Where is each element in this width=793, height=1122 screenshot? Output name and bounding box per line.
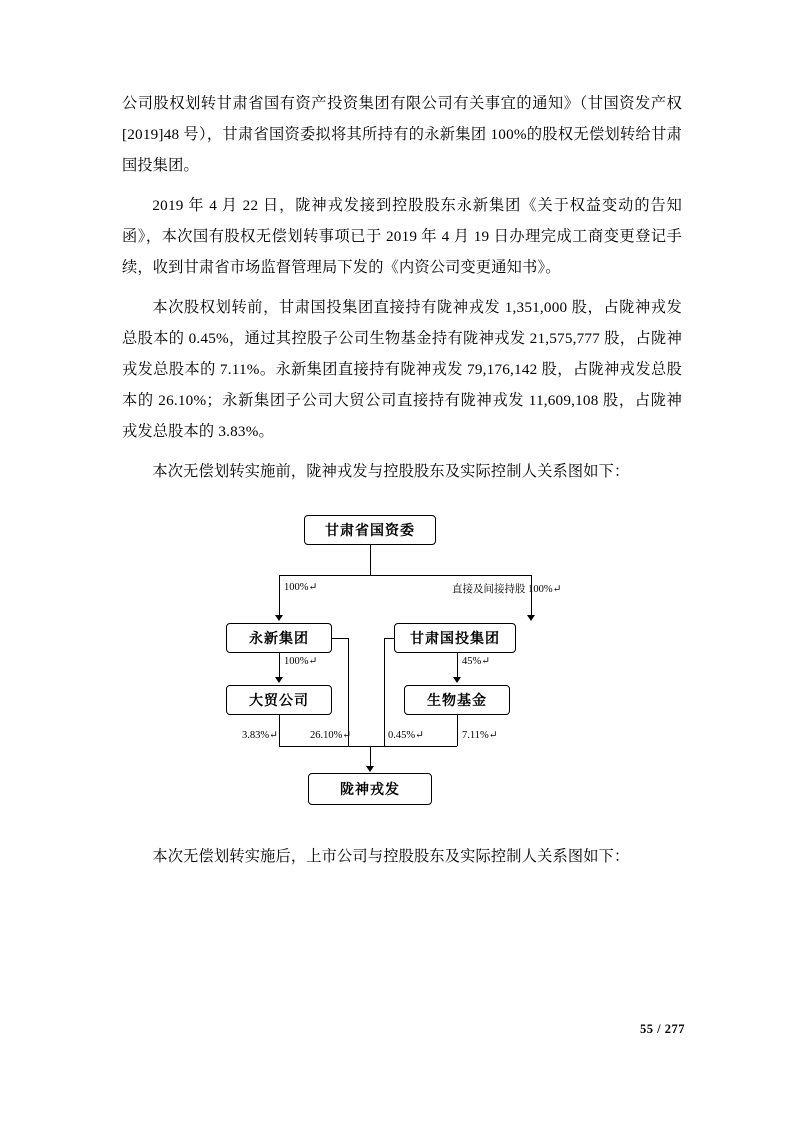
diagram-connector (279, 575, 280, 617)
paragraph-1: 公司股权划转甘肃省国有资产投资集团有限公司有关事宜的通知》（甘国资发产权[2019]48 号），甘肃省国资委拟将其所持有的永新集团 100%的股权无偿划转给甘肃国投集团。 (122, 95, 682, 174)
diagram-edge-label-swjj-lsrf: 7.11%↵ (462, 730, 498, 741)
diagram-connector (279, 653, 280, 679)
diagram-node-label: 甘肃国投集团 (410, 632, 500, 647)
paragraph-spacer (122, 283, 682, 292)
diagram-edge-label-sasac-yongxin: 100%↵ (284, 582, 318, 593)
diagram-connector (279, 746, 457, 747)
diagram-arrow (275, 677, 283, 683)
diagram-arrow (453, 677, 461, 683)
diagram-node-label: 陇神戎发 (340, 783, 400, 798)
diagram-edge-label-yongxin-lsrf: 26.10%↵ (310, 730, 352, 741)
paragraph-4: 本次无偿划转实施前，陇神戎发与控股股东及实际控制人关系图如下： (152, 463, 630, 480)
page-content (122, 88, 682, 872)
diagram-node-label: 大贸公司 (249, 694, 309, 709)
diagram-node-label: 永新集团 (249, 632, 309, 647)
paragraph-3: 本次股权划转前，甘肃国投集团直接持有陇神戎发 1,351,000 股，占陇神戎发总股本的 0.45%，通过其控股子公司生物基金持有陇神戎发 21,575,777 股，占陇神戎发总股本的 7.11%。永新集团直接持有陇神戎发 79,176,142 股，占陇神戎发总股本的 26.10%；永新集团子公司大贸公司直接持有陇神戎发 11,609,108 股，占陇神戎发总股本的 3.83%。 (122, 299, 682, 440)
diagram-arrow (366, 766, 374, 772)
diagram-connector (384, 638, 394, 639)
diagram-node-yongxin (226, 623, 332, 653)
diagram-edge-label-gtjt-swjj: 45%↵ (462, 656, 491, 667)
diagram-edge-label-yongxin-damao: 100%↵ (284, 656, 318, 667)
paragraph-2: 2019 年 4 月 22 日，陇神戎发接到控股股东永新集团《关于权益变动的告知函》，本次国有股权无偿划转事项已于 2019 年 4 月 19 日办理完成工商变更登记手续，收到甘肃省市场监督管理局下发的《内资公司变更通知书》。 (122, 197, 682, 276)
diagram-node-damao (226, 685, 332, 715)
diagram-connector (457, 715, 458, 746)
diagram-connector (279, 715, 280, 746)
diagram-connector (384, 638, 385, 746)
diagram-node-label: 甘肃省国资委 (325, 524, 415, 539)
diagram-edge-label-damao-lsrf: 3.83%↵ (242, 730, 278, 741)
diagram-node-gansu-guotou (394, 623, 516, 653)
page-number: 55 / 277 (640, 1022, 685, 1036)
diagram-edge-label-sasac-gtjt: 直接及间接持股 100%↵ (452, 584, 562, 595)
diagram-node-sasac (304, 515, 436, 545)
diagram-node-biofund (404, 685, 510, 715)
paragraph-spacer (122, 447, 682, 456)
diagram-node-label: 生物基金 (427, 694, 487, 709)
diagram-arrow (527, 615, 535, 621)
paragraph-spacer (122, 181, 682, 190)
diagram-connector (279, 575, 531, 576)
diagram-node-longshen-rongfa (308, 773, 432, 805)
ownership-structure-diagram (122, 505, 682, 825)
diagram-connector (332, 638, 348, 639)
paragraph-5: 本次无偿划转实施后，上市公司与控股股东及实际控制人关系图如下： (152, 848, 630, 865)
diagram-arrow (275, 615, 283, 621)
diagram-connector (370, 545, 371, 575)
diagram-edge-label-gtjt-lsrf: 0.45%↵ (388, 730, 424, 741)
diagram-connector (457, 653, 458, 679)
